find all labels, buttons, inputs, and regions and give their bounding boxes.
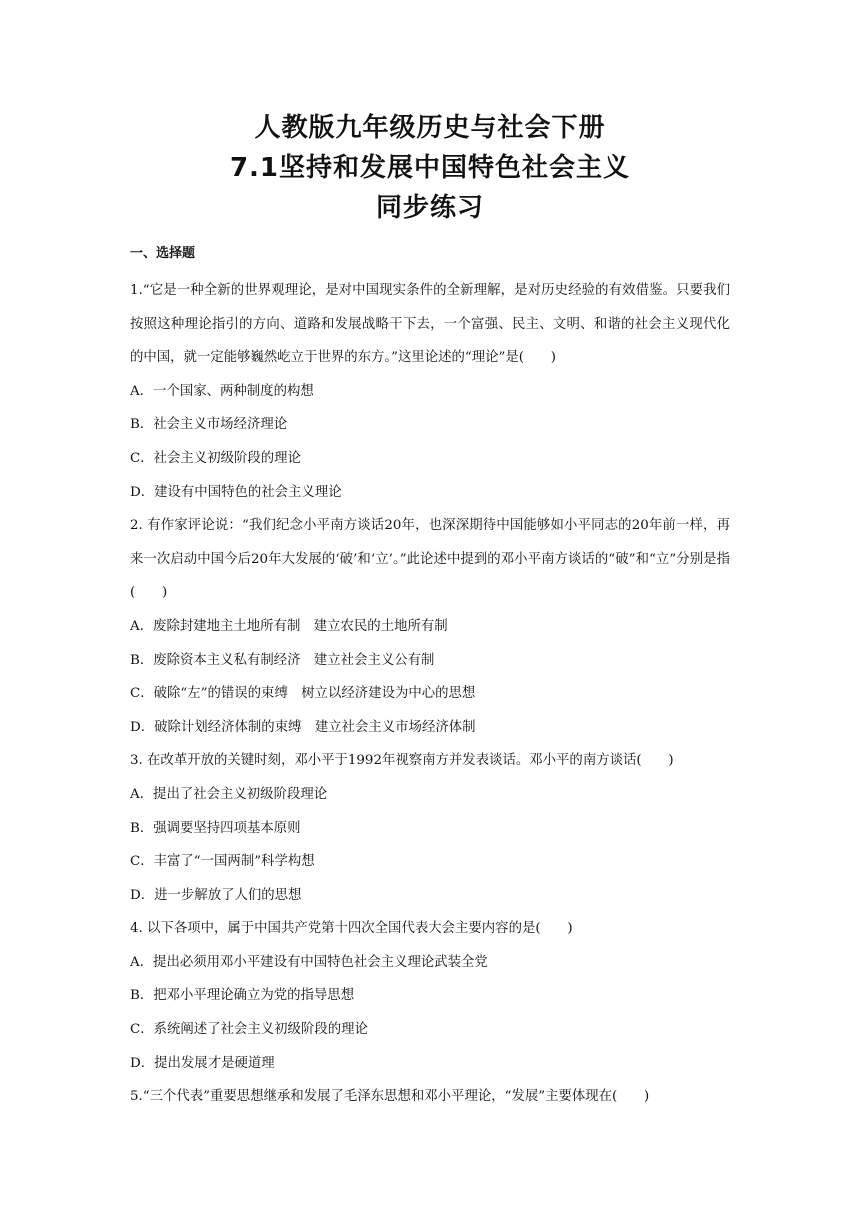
option-a: A．提出必须用邓小平建设有中国特色社会主义理论武装全党 bbox=[130, 954, 488, 970]
option-b: B．社会主义市场经济理论 bbox=[130, 417, 288, 433]
option-b: B．强调要坚持四项基本原则 bbox=[130, 820, 301, 836]
option-a: A．提出了社会主义初级阶段理论 bbox=[130, 786, 328, 802]
question-stem: 5.“三个代表”重要思想继承和发展了毛泽东思想和邓小平理论，“发展”主要体现在( ) bbox=[130, 1089, 650, 1105]
option-c: C．社会主义初级阶段的理论 bbox=[130, 450, 301, 466]
question-4 bbox=[130, 912, 730, 1080]
question-5 bbox=[130, 1080, 730, 1114]
question-stem: 1.“它是一种全新的世界观理论，是对中国现实条件的全新理解，是对历史经验的有效借鉴。只要我们按照这种理论指引的方向、道路和发展战略干下去，一个富强、民主、文明、和谐的社会主义现代化的中国，就一定能够巍然屹立于世界的东方。”这里论述的“理论”是( ) bbox=[130, 283, 730, 366]
option-a: A．废除封建地主土地所有制 建立农民的土地所有制 bbox=[130, 618, 448, 634]
question-1 bbox=[130, 274, 730, 509]
title-line-1: 人教版九年级历史与社会下册 bbox=[254, 113, 606, 143]
option-c: C．丰富了“一国两制”科学构想 bbox=[130, 854, 315, 870]
title-line-2: 7.1坚持和发展中国特色社会主义 bbox=[229, 153, 631, 183]
question-stem: 4. 以下各项中，属于中国共产党第十四次全国代表大会主要内容的是( ) bbox=[130, 921, 573, 937]
option-b: B．废除资本主义私有制经济 建立社会主义公有制 bbox=[130, 652, 435, 668]
option-a: A．一个国家、两种制度的构想 bbox=[130, 383, 314, 399]
question-stem: 2. 有作家评论说：“我们纪念小平南方谈话20年，也深深期待中国能够如小平同志的20年前一样，再来一次启动中国今后20年大发展的‘破’和‘立’。”此论述中提到的邓小平南方谈话的“破”和“立”分别是指( ) bbox=[130, 518, 730, 601]
section-heading: 一、选择题 bbox=[130, 246, 196, 261]
option-c: C．破除“左”的错误的束缚 树立以经济建设为中心的思想 bbox=[130, 686, 476, 702]
question-3 bbox=[130, 744, 730, 912]
question-stem: 3. 在改革开放的关键时刻，邓小平于1992年视察南方并发表谈话。邓小平的南方谈话( ) bbox=[130, 753, 674, 769]
option-d: D．进一步解放了人们的思想 bbox=[130, 887, 302, 903]
option-d: D．破除计划经济体制的束缚 建立社会主义市场经济体制 bbox=[130, 719, 476, 735]
option-d: D．建设有中国特色的社会主义理论 bbox=[130, 484, 342, 500]
document-title bbox=[0, 108, 860, 228]
question-2 bbox=[130, 509, 730, 744]
option-b: B．把邓小平理论确立为党的指导思想 bbox=[130, 988, 355, 1004]
option-c: C．系统阐述了社会主义初级阶段的理论 bbox=[130, 1022, 368, 1038]
option-d: D．提出发展才是硬道理 bbox=[130, 1055, 275, 1071]
document-body bbox=[130, 244, 730, 1114]
title-line-3: 同步练习 bbox=[375, 193, 484, 223]
